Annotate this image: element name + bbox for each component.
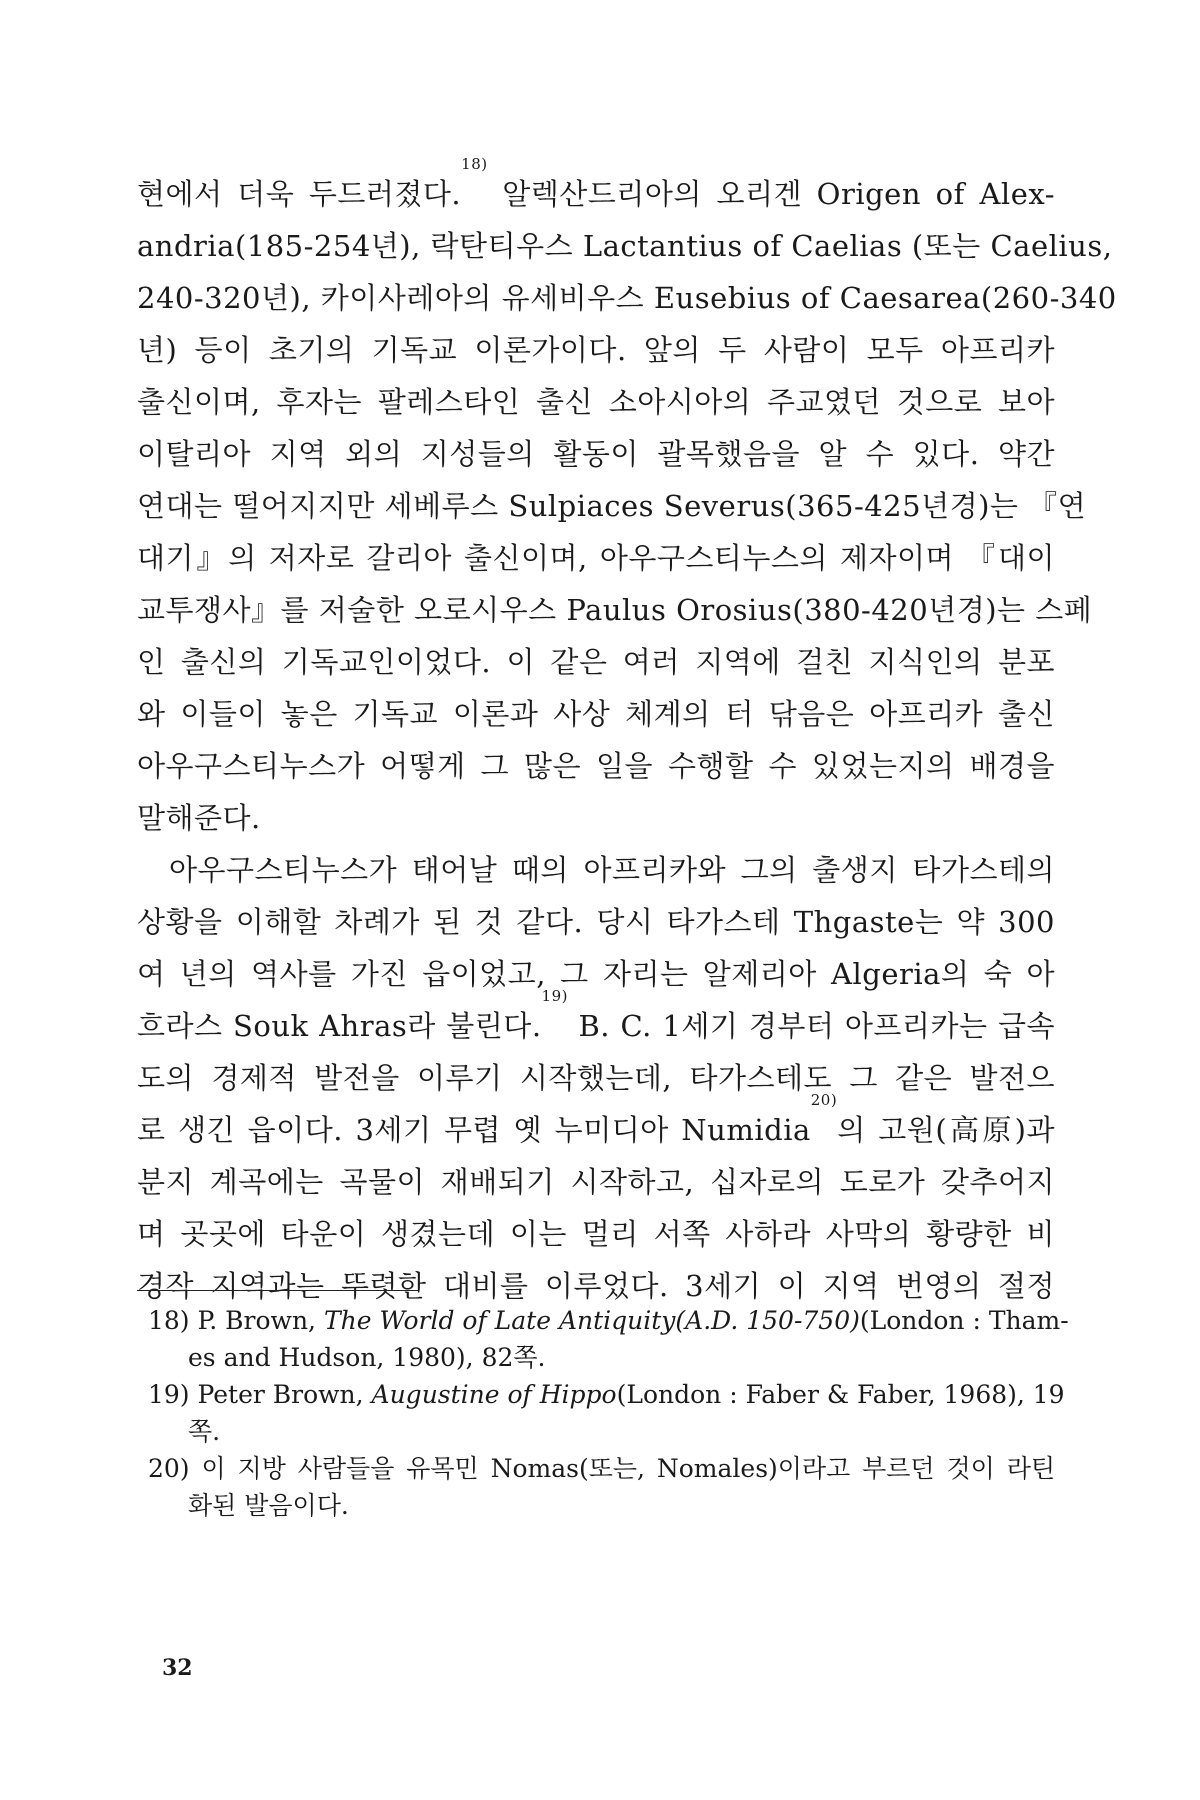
page-number: 32 [162, 1655, 193, 1681]
text-line: 교투쟁사』를 저술한 오로시우스 Paulus Orosius(380-420년경)는 스페 [137, 593, 1093, 627]
text-line: 상황을 이해할 차례가 된 것 같다. 당시 타가스테 Thgaste는 약 300 [137, 905, 1055, 939]
text-segment: B. C. 1세기 경부터 아프리카는 급속 [568, 1009, 1055, 1043]
footnote-text: (London : Tham- [859, 1306, 1069, 1335]
text-line: 240-320년), 카이사레아의 유세비우스 Eusebius of Caesarea(260-340 [137, 281, 1117, 315]
book-title: The World of Late Antiquity(A.D. 150-750) [323, 1306, 860, 1335]
text-line: 대기』의 저자로 갈리아 출신이며, 아우구스티누스의 제자이며 『대이 [137, 541, 1055, 575]
footnote-divider [137, 1290, 419, 1291]
text-line: 며 곳곳에 타운이 생겼는데 이는 멀리 서쪽 사하라 사막의 황량한 비 [137, 1217, 1055, 1251]
footnote-text: P. Brown, [197, 1306, 324, 1335]
footnote-marker: 19) [541, 987, 568, 1005]
paragraph-first-line: 아우구스티누스가 태어날 때의 아프리카와 그의 출생지 타가스테의 [169, 853, 1055, 887]
footnote-line [148, 1450, 1055, 1487]
text-segment: 현에서 더욱 두드러졌다. [137, 177, 462, 211]
footnote-number: 18) [148, 1306, 190, 1335]
footnote-line [148, 1376, 1065, 1413]
footnote-marker: 20) [810, 1091, 838, 1109]
text-line: 이탈리아 지역 외의 지성들의 활동이 괄목했음을 알 수 있다. 약간 [137, 437, 1055, 471]
text-line: andria(185-254년), 락탄티우스 Lactantius of Caelias (또는 Caelius, [137, 229, 1113, 263]
text-line: 여 년의 역사를 가진 읍이었고, 그 자리는 알제리아 Algeria의 숙 아 [137, 957, 1055, 991]
text-line: 년) 등이 초기의 기독교 이론가이다. 앞의 두 사람이 모두 아프리카 [137, 333, 1055, 367]
footnote-line [148, 1302, 1069, 1339]
footnote-text: 이 지방 사람들을 유목민 Nomas(또는, Nomales)이라고 부르던 것이 라틴 [201, 1454, 1055, 1483]
footnote-number: 20) [148, 1454, 190, 1483]
text-segment: 알렉산드리아의 오리겐 Origen of Alex- [487, 177, 1056, 211]
text-line [137, 987, 1055, 1052]
text-line [137, 155, 1056, 220]
text-line: 도의 경제적 발전을 이루기 시작했는데, 타가스테도 그 같은 발전으 [137, 1061, 1055, 1095]
text-line: 인 출신의 기독교인이었다. 이 같은 여러 지역에 걸친 지식인의 분포 [137, 645, 1055, 679]
text-line: 말해준다. [137, 801, 261, 835]
footnote-number: 19) [148, 1380, 190, 1409]
footnote-20 [148, 1450, 1055, 1524]
text-segment: 흐라스 Souk Ahras라 불린다. [137, 1009, 542, 1043]
footnote-19 [148, 1376, 1065, 1450]
text-line [137, 1091, 1055, 1156]
body-text [137, 155, 1117, 1312]
text-line: 아우구스티누스가 어떻게 그 많은 일을 수행할 수 있었는지의 배경을 [137, 749, 1055, 783]
text-segment: 의 고원(高原)과 [837, 1113, 1055, 1147]
text-line: 연대는 떨어지지만 세베루스 Sulpiaces Severus(365-425년경)는 『연 [137, 489, 1087, 523]
footnote-marker: 18) [461, 155, 488, 173]
book-title: Augustine of Hippo [371, 1380, 617, 1409]
footnote-continuation: es and Hudson, 1980), 82쪽. [188, 1343, 546, 1372]
footnotes [148, 1302, 1069, 1524]
footnote-text: (London : Faber & Faber, 1968), 19 [616, 1380, 1065, 1409]
text-line: 경작 지역과는 뚜렷한 대비를 이루었다. 3세기 이 지역 번영의 절정 [137, 1269, 1055, 1303]
footnote-text: Peter Brown, [197, 1380, 372, 1409]
footnote-18 [148, 1302, 1069, 1376]
text-line: 출신이며, 후자는 팔레스타인 출신 소아시아의 주교였던 것으로 보아 [137, 385, 1055, 419]
footnote-continuation: 쪽. [188, 1417, 221, 1446]
text-line: 분지 계곡에는 곡물이 재배되기 시작하고, 십자로의 도로가 갖추어지 [137, 1165, 1055, 1199]
text-line: 와 이들이 놓은 기독교 이론과 사상 체계의 터 닦음은 아프리카 출신 [137, 697, 1055, 731]
footnote-continuation: 화된 발음이다. [188, 1491, 349, 1520]
text-segment: 로 생긴 읍이다. 3세기 무렵 옛 누미디아 Numidia [137, 1113, 811, 1147]
